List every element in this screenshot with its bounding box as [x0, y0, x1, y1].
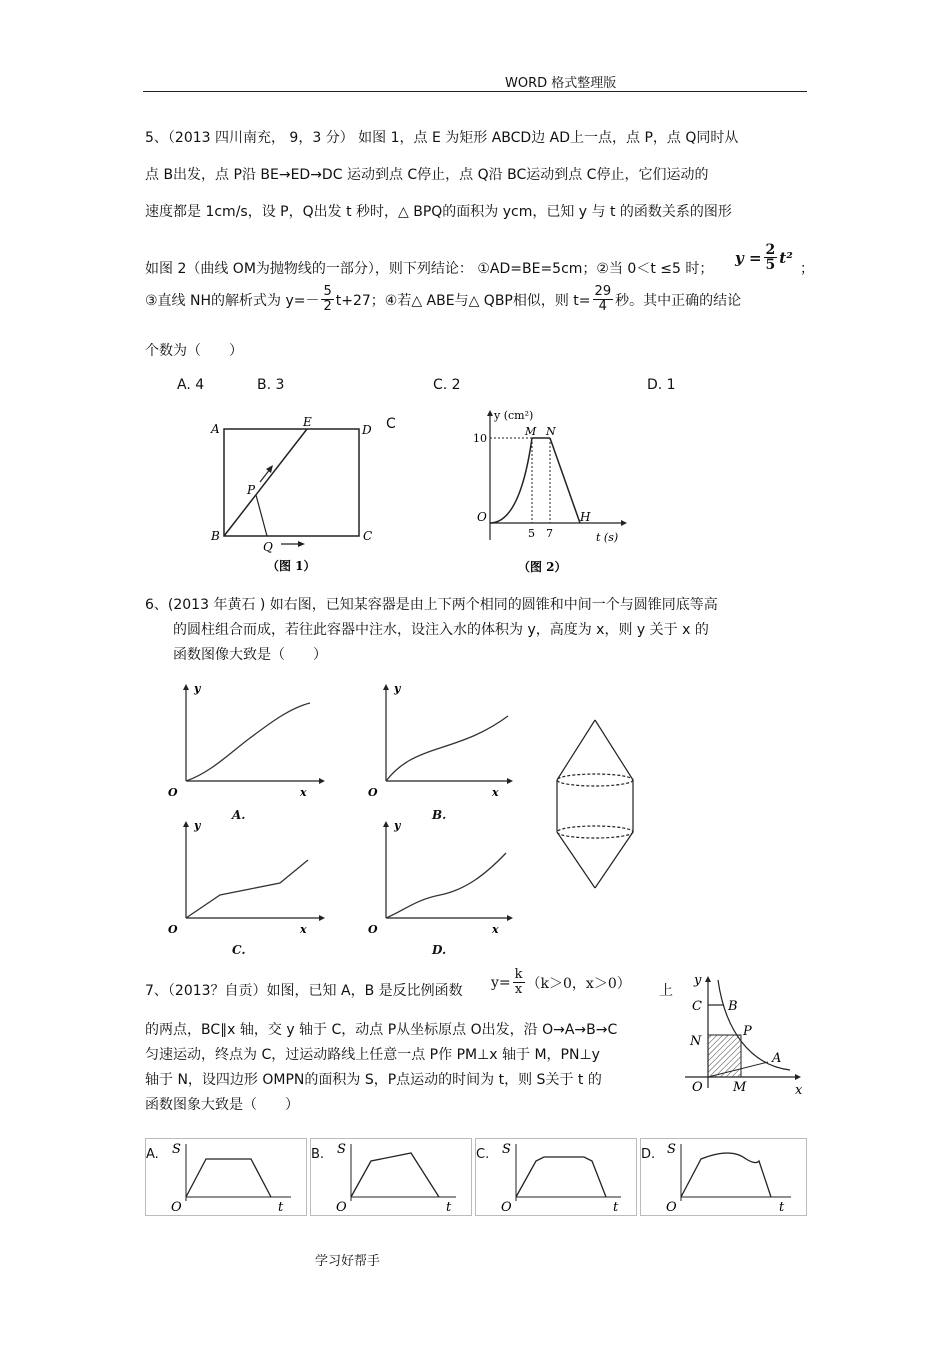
q7-O-label: O	[692, 1080, 703, 1095]
caption-fig1: （图 1）	[267, 559, 316, 573]
q7-formula-cond: （k＞0，x＞0）	[526, 975, 631, 992]
fig2-M: M	[525, 425, 537, 438]
q5-line5	[145, 285, 741, 314]
q5-option-b[interactable]: B. 3	[257, 377, 285, 393]
arrowhead-up	[266, 465, 273, 473]
q6-graph-d	[360, 815, 530, 937]
curve-c	[186, 860, 308, 918]
q5-line2: 点 B出发，点 P沿 BE→ED→DC 运动到点 C停止，点 Q沿 BC运动到点 C停止，它们运动的	[145, 167, 709, 183]
q7-formula-frac	[513, 968, 525, 997]
q5-option-c[interactable]: C. 2	[433, 377, 461, 393]
t-label: t	[779, 1200, 785, 1215]
shaded-omp	[708, 1035, 741, 1077]
segment-pq	[256, 495, 267, 536]
y-axis-arrow	[487, 410, 493, 416]
q5-frac2	[593, 285, 614, 314]
curve-om	[490, 438, 532, 523]
formula-lhs: y =	[735, 248, 762, 267]
q5-figure2	[470, 405, 630, 580]
s-curve	[351, 1153, 439, 1197]
q6-graph-a	[160, 678, 330, 798]
x-label: x	[492, 786, 499, 798]
x-axis-arrow	[507, 915, 513, 921]
q5-line5-b: t+27；④若△ ABE与△ QBP相似，则 t=	[335, 292, 591, 309]
q7-option-c-label: C.	[476, 1147, 490, 1162]
t-label: t	[278, 1200, 284, 1215]
origin-label: O	[368, 786, 378, 798]
page-footer: 学习好帮手	[315, 1254, 381, 1269]
q6-line3: 函数图像大致是（ ）	[173, 647, 327, 663]
x-axis-arrow	[319, 915, 325, 921]
o-label: O	[171, 1200, 182, 1215]
q5-line5-a: ③直线 NH的解析式为 y=－	[145, 292, 320, 309]
bottom-rim	[557, 826, 633, 838]
q6-line2: 的圆柱组合而成，若往此容器中注水，设注入水的体积为 y，高度为 x，则 y 关于 x 的	[173, 622, 709, 638]
q7-formula-y: y=	[491, 974, 511, 991]
q5-line3: 速度都是 1cm/s，设 P，Q出发 t 秒时，△ BPQ的面积为 ycm，已知 y 与 t 的函数关系的图形	[145, 204, 732, 220]
rectangle-abcd	[224, 429, 359, 536]
s-curve	[186, 1159, 271, 1197]
q7-formula-den: x	[514, 982, 523, 997]
y-label: y	[394, 682, 401, 695]
q6-container-figure	[545, 712, 655, 892]
x-label: x	[300, 786, 307, 798]
page-header: WORD 格式整理版	[505, 76, 617, 91]
t-label: t	[613, 1200, 619, 1215]
q7-line1-end: 上	[659, 983, 673, 999]
q6-graph-b	[360, 678, 530, 798]
q7-option-c-box[interactable]	[475, 1138, 637, 1216]
y-axis-arrow	[383, 684, 389, 690]
fig2-ylabel: y (cm²)	[494, 409, 534, 422]
q7-option-d-box[interactable]	[640, 1138, 807, 1216]
s-label: S	[667, 1142, 676, 1157]
q7-option-a-graph	[166, 1139, 301, 1215]
q5-figure1	[205, 410, 385, 580]
x-axis-arrow	[621, 520, 627, 526]
segment-be	[224, 429, 307, 536]
top-rim	[557, 774, 633, 786]
q5-stray-c: C	[386, 416, 396, 432]
q7-M-label: M	[733, 1080, 747, 1095]
q7-line4: 轴于 N，设四边形 OMPN的面积为 S，P点运动的时间为 t，则 S关于 t 的	[145, 1072, 602, 1088]
formula-num: 2	[765, 242, 776, 258]
label-D: D	[362, 423, 372, 437]
y-axis-arrow	[183, 684, 189, 690]
q7-line2: 的两点，BC∥x 轴，交 y 轴于 C，动点 P从坐标原点 O出发，沿 O→A→B→C	[145, 1022, 618, 1038]
q5-formula	[735, 243, 793, 272]
q5-line1: 5、（2013 四川南充， 9，3 分） 如图 1，点 E 为矩形 ABCD边 AD上一点，点 P，点 Q同时从	[145, 130, 739, 146]
y-label: y	[194, 819, 201, 832]
q6-graph-c	[160, 815, 330, 937]
caption-fig2: （图 2）	[518, 560, 567, 574]
fig2-H: H	[580, 510, 591, 524]
o-label: O	[336, 1200, 347, 1215]
q7-C-label: C	[692, 999, 702, 1014]
q7-B-label: B	[728, 999, 738, 1014]
s-curve	[681, 1153, 771, 1197]
q5-line5-c: 秒。其中正确的结论	[615, 292, 742, 309]
label-B: B	[211, 529, 220, 543]
origin-label: O	[368, 923, 378, 936]
t-label: t	[446, 1200, 452, 1215]
label-Q: Q	[263, 540, 273, 554]
upper-cone-left	[557, 720, 595, 780]
origin-label: O	[168, 923, 178, 936]
label-A: A	[211, 422, 220, 436]
q6-line1: 6、(2013 年黄石 ) 如右图，已知某容器是由上下两个相同的圆锥和中间一个与圆锥同底等高	[145, 597, 718, 613]
s-label: S	[502, 1142, 511, 1157]
fig2-x5: 5	[528, 527, 535, 540]
x-axis-arrow	[507, 778, 513, 784]
q6-label-b[interactable]: B.	[432, 808, 447, 822]
x-axis-arrow	[319, 778, 325, 784]
q6-label-a[interactable]: A.	[232, 808, 246, 822]
curve-b	[386, 716, 508, 781]
formula-fraction	[764, 243, 778, 272]
q7-option-b-box[interactable]	[310, 1138, 472, 1216]
fig2-x7: 7	[546, 527, 553, 540]
curve-a	[186, 703, 310, 781]
y-axis-arrow	[183, 821, 189, 827]
q6-label-c[interactable]: C.	[232, 943, 246, 957]
fig2-xlabel: t (s)	[596, 531, 619, 544]
label-C: C	[363, 529, 373, 543]
q7-line1: 7、（2013？自贡）如图，已知 A，B 是反比例函数	[145, 983, 463, 999]
frac1-num: 5	[323, 284, 332, 299]
q7-P-label: P	[743, 1024, 752, 1039]
o-label: O	[666, 1200, 677, 1215]
segment-nh	[550, 438, 580, 523]
q7-x-label: x	[795, 1083, 803, 1095]
x-label: x	[300, 923, 307, 936]
frac2-num: 29	[594, 284, 612, 299]
frac2-den: 4	[598, 299, 607, 314]
q7-A-label: A	[772, 1051, 782, 1066]
s-curve	[516, 1157, 606, 1197]
header-rule	[143, 91, 807, 92]
q5-option-d[interactable]: D. 1	[647, 377, 676, 393]
q7-option-a-label: A.	[146, 1147, 159, 1162]
arrowhead-right	[298, 541, 305, 547]
q7-option-c-graph	[496, 1139, 631, 1215]
q7-formula	[491, 968, 631, 997]
y-axis-arrow	[383, 821, 389, 827]
y-label: y	[194, 682, 201, 695]
q7-N-label: N	[690, 1034, 702, 1049]
fig2-O: O	[477, 510, 487, 524]
q5-line6: 个数为（ ）	[145, 343, 243, 359]
fig2-N: N	[546, 425, 556, 438]
formula-var: t²	[779, 248, 793, 267]
q7-option-d-graph	[661, 1139, 801, 1215]
o-label: O	[501, 1200, 512, 1215]
label-E: E	[303, 415, 312, 429]
q7-option-b-label: B.	[311, 1147, 325, 1162]
q7-line3: 匀速运动，终点为 C，过运动路线上任意一点 P作 PM⊥x 轴于 M，PN⊥y	[145, 1047, 600, 1063]
q5-frac1	[321, 285, 333, 314]
origin-label: O	[168, 786, 178, 798]
lower-cone-left	[557, 832, 595, 888]
q7-option-b-graph	[331, 1139, 466, 1215]
fig2-y10: 10	[473, 432, 487, 445]
curve-d	[386, 853, 506, 918]
upper-cone-right	[595, 720, 633, 780]
s-label: S	[172, 1142, 181, 1157]
s-label: S	[337, 1142, 346, 1157]
q7-line5: 函数图象大致是（ ）	[145, 1097, 299, 1113]
label-P: P	[247, 483, 256, 497]
lower-cone-right	[595, 832, 633, 888]
q7-figure	[680, 970, 810, 1095]
q5-line4: 如图 2（曲线 OM为抛物线的一部分），则下列结论： ①AD=BE=5cm；②当 0＜t ≤5 时；	[145, 261, 714, 277]
x-axis-arrow	[795, 1074, 801, 1080]
formula-den: 5	[765, 257, 776, 273]
frac1-den: 2	[323, 299, 332, 314]
q7-y-label: y	[694, 973, 702, 988]
formula-after: ；	[800, 261, 814, 277]
q7-option-d-label: D.	[641, 1147, 656, 1162]
q7-formula-num: k	[514, 967, 523, 982]
x-label: x	[492, 923, 499, 936]
q7-option-a-box[interactable]	[145, 1138, 307, 1216]
q5-option-a[interactable]: A. 4	[177, 377, 205, 393]
q6-label-d[interactable]: D.	[432, 943, 447, 957]
y-label: y	[394, 819, 401, 832]
y-axis-arrow	[705, 976, 711, 982]
